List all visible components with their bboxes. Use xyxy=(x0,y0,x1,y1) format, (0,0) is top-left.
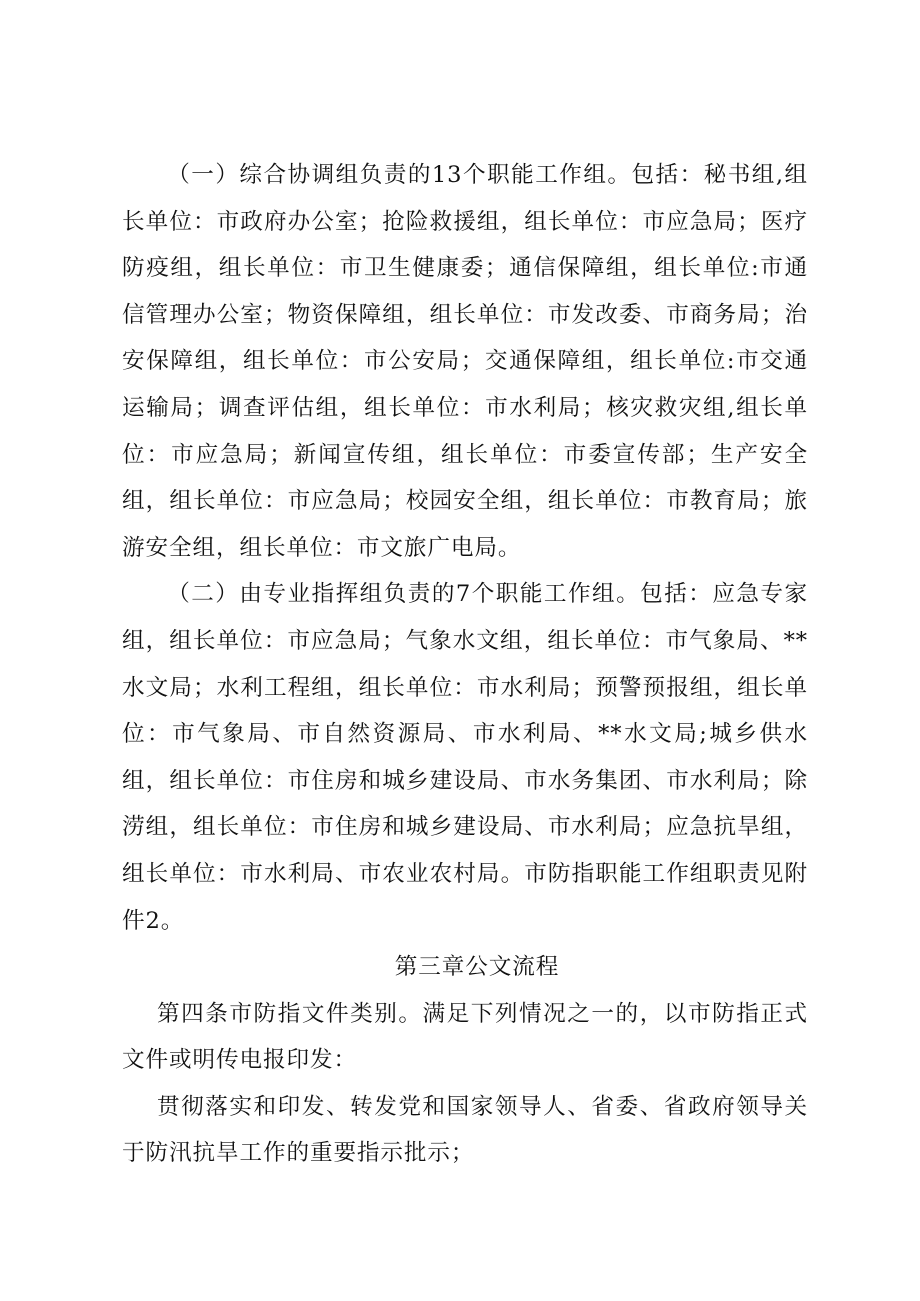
paragraph-implementation: 贯彻落实和印发、转发党和国家领导人、省委、省政府领导关于防汛抗旱工作的重要指示批示； xyxy=(122,1093,808,1167)
paragraph-article-four: 第四条市防指文件类别。满足下列情况之一的，以市防指正式文件或明传电报印发： xyxy=(122,1000,808,1074)
paragraph-professional-groups: （二）由专业指挥组负责的7个职能工作组。包括：应急专家组，组长单位：市应急局；气象水文组，组长单位：市气象局、**水文局；水利工程组，组长单位：市水利局；预警预报组，组长单位：市气象局、市自然资源局、市水利局、**水文局;城乡供水组，组长单位：市住房和城乡建设局、市水务集团、市水利局；除涝组，组长单位：市住房和城乡建设局、市水利局；应急抗旱组，组长单位：市水利局、市农业农村局。市防指职能工作组职责见附件2。 xyxy=(122,581,808,934)
chapter-heading: 第三章公文流程 xyxy=(394,954,560,981)
paragraph-coordination-groups: （一）综合协调组负责的13个职能工作组。包括：秘书组,组长单位：市政府办公室；抢险救援组，组长单位：市应急局；医疗防疫组，组长单位：市卫生健康委；通信保障组，组长单位:市通信管理办公室；物资保障组，组长单位：市发改委、市商务局；治安保障组，组长单位：市公安局；交通保障组，组长单位:市交通运输局；调查评估组，组长单位：市水利局；核灾救灾组,组长单位：市应急局；新闻宣传组，组长单位：市委宣传部；生产安全组，组长单位：市应急局；校园安全组，组长单位：市教育局；旅游安全组，组长单位：市文旅广电局。 xyxy=(122,162,808,561)
